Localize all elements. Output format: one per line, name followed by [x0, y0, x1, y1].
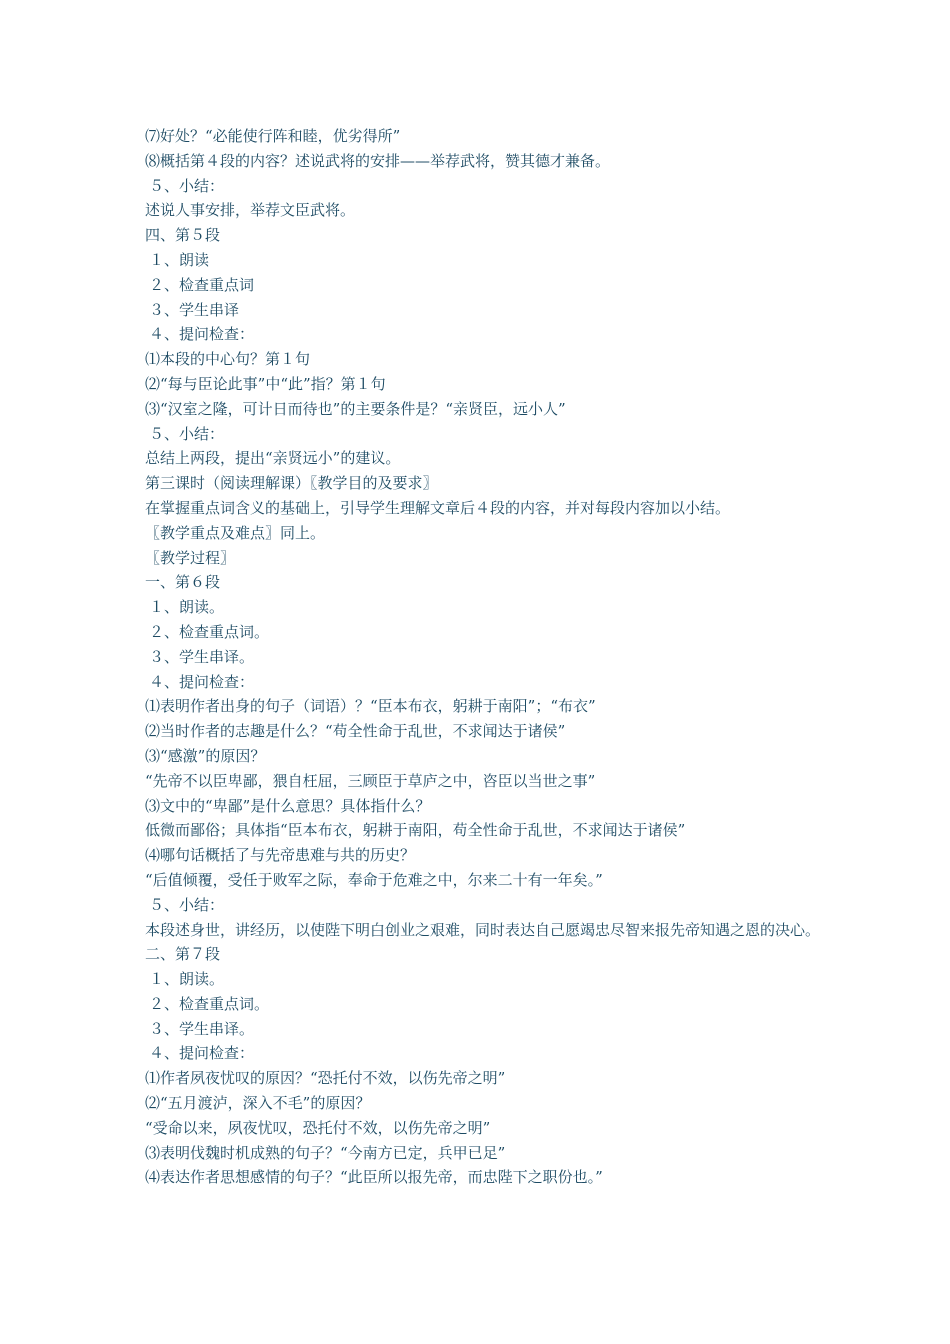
- text-line: 在掌握重点词含义的基础上，引导学生理解文章后４段的内容，并对每段内容加以小结。: [145, 498, 731, 517]
- text-line: ４、提问检查：: [149, 1044, 255, 1063]
- text-line: １、朗读: [149, 250, 210, 269]
- text-line: ⑷表达作者思想感情的句子？“此臣所以报先帝，而忠陛下之职份也。”: [145, 1168, 603, 1187]
- text-line: ３、学生串译。: [149, 1019, 255, 1038]
- text-line: ３、学生串译: [149, 300, 240, 319]
- lesson-heading: 第三课时（阅读理解课）〖教学目的及要求〗: [145, 474, 438, 493]
- text-line: ２、检查重点词。: [149, 622, 270, 641]
- text-line: “先帝不以臣卑鄙，猥自枉屈，三顾臣于草庐之中，咨臣以当世之事”: [145, 771, 596, 790]
- text-line: ４、提问检查：: [149, 672, 255, 691]
- text-line: ⑵“每与臣论此事”中“此”指？第１句: [145, 374, 386, 393]
- text-line: １、朗读。: [149, 970, 225, 989]
- text-line: “受命以来，夙夜忧叹，恐托付不效，以伤先帝之明”: [145, 1118, 491, 1137]
- text-line: ４、提问检查：: [149, 325, 255, 344]
- document-body: [145, 124, 825, 1190]
- text-line: ⑵当时作者的志趣是什么？“苟全性命于乱世，不求闻达于诸侯”: [145, 722, 566, 741]
- text-line: ⑶文中的“卑鄙”是什么意思？具体指什么？: [145, 796, 431, 815]
- text-line: 低微而鄙俗；具体指“臣本布衣，躬耕于南阳，苟全性命于乱世，不求闻达于诸侯”: [145, 821, 686, 840]
- section-heading: 一、第６段: [145, 573, 221, 592]
- text-line: 总结上两段，提出“亲贤远小”的建议。: [145, 449, 401, 468]
- text-line: ３、学生串译。: [149, 647, 255, 666]
- text-line: ２、检查重点词: [149, 275, 255, 294]
- text-line: ５、小结：: [149, 424, 225, 443]
- section-heading: 二、第７段: [145, 945, 221, 964]
- text-line: 〖教学过程〗: [145, 548, 236, 567]
- text-paragraph: 本段述身世，讲经历，以使陛下明白创业之艰难，同时表达自己愿竭忠尽智来报先帝知遇之恩的决心。: [145, 920, 821, 939]
- text-line: ⑺好处？“必能使行阵和睦，优劣得所”: [145, 127, 401, 145]
- text-line: １、朗读。: [149, 598, 225, 617]
- text-line: 〖教学重点及难点〗同上。: [145, 523, 326, 542]
- text-line: ⑴作者夙夜忧叹的原因？“恐托付不效，以伤先帝之明”: [145, 1069, 506, 1088]
- text-line: ⑶“感激”的原因？: [145, 746, 266, 765]
- text-line: ５、小结：: [149, 895, 225, 914]
- text-line: 述说人事安排，举荐文臣武将。: [145, 201, 356, 220]
- text-line: ⑶“汉室之隆，可计日而待也”的主要条件是？“亲贤臣，远小人”: [145, 399, 566, 418]
- text-line: ⑷哪句话概括了与先帝患难与共的历史？: [145, 846, 416, 865]
- text-line: ⑴本段的中心句？第１句: [145, 350, 311, 369]
- text-line: ⑵“五月渡泸，深入不毛”的原因？: [145, 1094, 371, 1113]
- text-line: ⑶表明伐魏时机成熟的句子？“今南方已定，兵甲已足”: [145, 1143, 506, 1162]
- text-line: ５、小结：: [149, 176, 225, 195]
- section-heading: 四、第５段: [145, 226, 221, 245]
- text-line: ⑻概括第４段的内容？述说武将的安排——举荐武将，赞其德才兼备。: [145, 151, 611, 170]
- text-line: ⑴表明作者出身的句子（词语）？“臣本布衣，躬耕于南阳”；“布衣”: [145, 697, 596, 716]
- text-line: “后值倾覆，受任于败军之际，奉命于危难之中，尔来二十有一年矣。”: [145, 870, 603, 889]
- text-line: ２、检查重点词。: [149, 994, 270, 1013]
